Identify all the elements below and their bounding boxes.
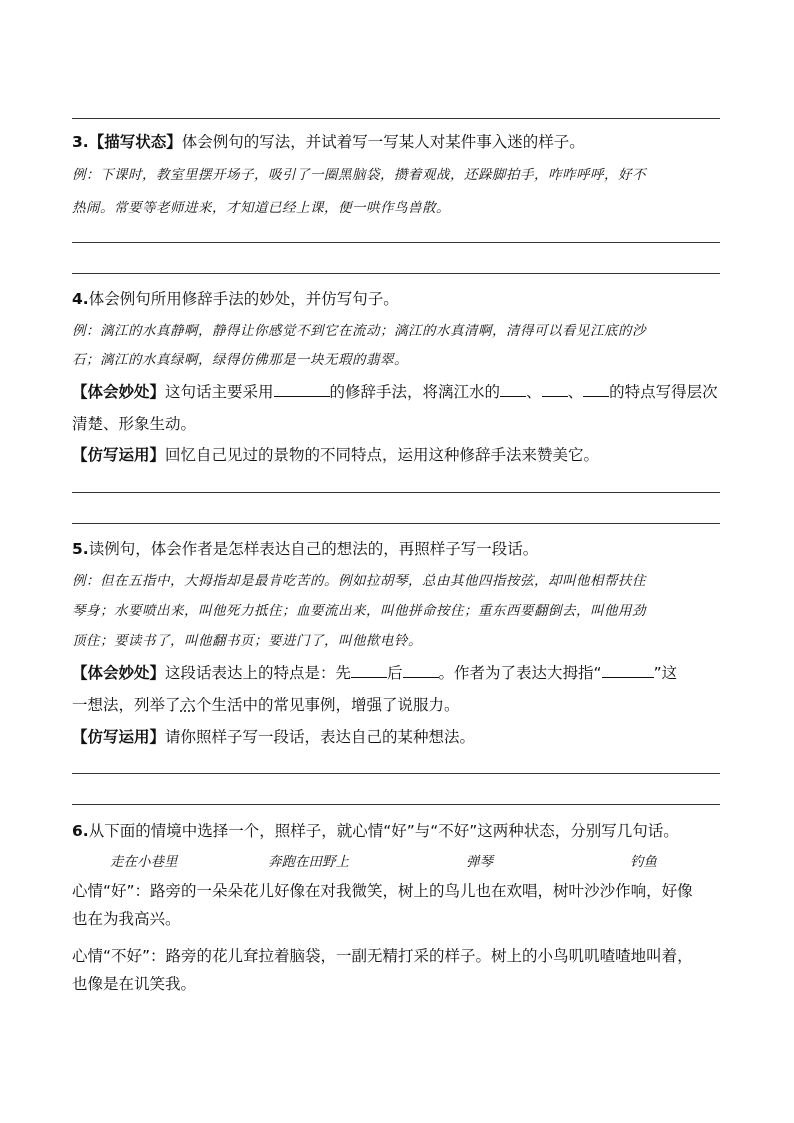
q5-imitate-text: 请你照样子写一段话，表达自己的某种想法。 — [165, 728, 476, 746]
q3-example-line-1: 例：下课时，教室里摆开场子，吸引了一圈黑脑袋，攒着观战，还跺脚拍手，咋咋呼呼，好不 — [72, 167, 646, 183]
q5-emphasis-number: 六 — [180, 696, 197, 714]
q5-example-line-3: 顶住；要读书了，叫他翻书页；要进门了，叫他揿电铃。 — [72, 633, 422, 649]
q5-prompt: 读例句，体会作者是怎样表达自己的想法的，再照样子写一段话。 — [88, 540, 539, 558]
q5-appreciate-text: ”这 — [653, 664, 678, 682]
answer-line — [72, 523, 720, 524]
q5-appreciate-tag: 【体会妙处】 — [72, 664, 166, 682]
q5-heading — [72, 538, 732, 560]
q5-example-line-2: 琴身；水要喷出来，叫他死力抵住；血要流出来，叫他拼命按住；重东西要翻倒去，叫他用劲 — [72, 603, 646, 619]
q4-separator: 、 — [567, 383, 584, 401]
q4-heading — [72, 288, 732, 310]
q5-appreciate-text: 一想法，列举了 — [72, 696, 181, 714]
scene-option: 走在小巷里 — [110, 854, 178, 870]
q6-bad-line-2: 也像是在讥笑我。 — [72, 975, 197, 993]
fill-blank[interactable] — [583, 382, 609, 397]
q4-appreciate-line-1 — [72, 381, 732, 403]
q4-prompt: 体会例句所用修辞手法的妙处，并仿写句子。 — [88, 290, 399, 308]
fill-blank[interactable] — [403, 663, 439, 678]
q4-number: 4. — [72, 290, 89, 308]
q6-bad-line-1: 心情“不好”：路旁的花儿耷拉着脑袋，一副无精打采的样子。树上的小鸟叽叽喳喳地叫着， — [72, 947, 693, 965]
q5-appreciate-text: 。作者为了表达大拇指“ — [438, 664, 602, 682]
q5-appreciate-text: 这段话表达上的特点是：先 — [165, 664, 352, 682]
q4-imitate-tag: 【仿写运用】 — [72, 446, 166, 464]
q3-tag: 【描写状态】 — [88, 133, 182, 151]
q4-imitate-line — [72, 444, 732, 466]
q3-number: 3. — [72, 133, 89, 151]
q3-prompt: 体会例句的写法，并试着写一写某人对某件事入迷的样子。 — [181, 133, 585, 151]
q5-appreciate-text: 后 — [387, 664, 403, 682]
answer-line — [72, 118, 720, 119]
q6-number: 6. — [72, 822, 89, 840]
scene-option: 钓鱼 — [630, 854, 657, 870]
fill-blank[interactable] — [500, 382, 526, 397]
q5-appreciate-line-2 — [72, 694, 732, 716]
q4-example-line-1: 例：漓江的水真静啊，静得让你感觉不到它在流动；漓江的水真清啊，清得可以看见江底的沙 — [72, 323, 646, 339]
q4-appreciate-line-2: 清楚、形象生动。 — [72, 415, 197, 433]
fill-blank[interactable] — [602, 663, 654, 678]
q6-good-line-1: 心情“好”：路旁的一朵朵花儿好像在对我微笑，树上的鸟儿也在欢唱，树叶沙沙作响，好像 — [72, 882, 693, 900]
scene-option: 奔跑在田野上 — [268, 854, 349, 870]
q5-imitate-tag: 【仿写运用】 — [72, 728, 166, 746]
q3-example-line-2: 热闹。常要等老师进来，才知道已经上课，便一哄作鸟兽散。 — [72, 200, 450, 216]
q4-appreciate-text: 这句话主要采用 — [165, 383, 274, 401]
answer-line — [72, 492, 720, 493]
q3-heading — [72, 131, 732, 153]
q4-appreciate-tag: 【体会妙处】 — [72, 383, 166, 401]
q4-imitate-text: 回忆自己见过的景物的不同特点，运用这种修辞手法来赞美它。 — [165, 446, 600, 464]
fill-blank[interactable] — [542, 382, 568, 397]
q4-separator: 、 — [526, 383, 542, 401]
q4-appreciate-text: 的特点写得层次 — [609, 383, 718, 401]
q6-good-line-2: 也在为我高兴。 — [72, 910, 181, 928]
q5-appreciate-line-1 — [72, 662, 732, 684]
fill-blank[interactable] — [274, 382, 330, 397]
fill-blank[interactable] — [351, 663, 387, 678]
answer-line — [72, 242, 720, 243]
answer-line — [72, 273, 720, 274]
q5-imitate-line — [72, 726, 732, 748]
q4-appreciate-text: 的修辞手法，将漓江水的 — [329, 383, 501, 401]
q6-prompt: 从下面的情境中选择一个，照样子，就心情“好”与“不好”这两种状态，分别写几句话。 — [88, 822, 679, 840]
q4-example-line-2: 石；漓江的水真绿啊，绿得仿佛那是一块无瑕的翡翠。 — [72, 352, 408, 368]
q5-example-line-1: 例：但在五指中，大拇指却是最肯吃苦的。例如拉胡琴，总由其他四指按弦，却叫他相帮扶住 — [72, 573, 646, 589]
scene-option: 弹琴 — [466, 854, 493, 870]
answer-line — [72, 773, 720, 774]
q6-heading — [72, 820, 732, 842]
q5-number: 5. — [72, 540, 89, 558]
answer-line — [72, 804, 720, 805]
q5-appreciate-text: 个生活中的常见事例，增强了说服力。 — [196, 696, 460, 714]
